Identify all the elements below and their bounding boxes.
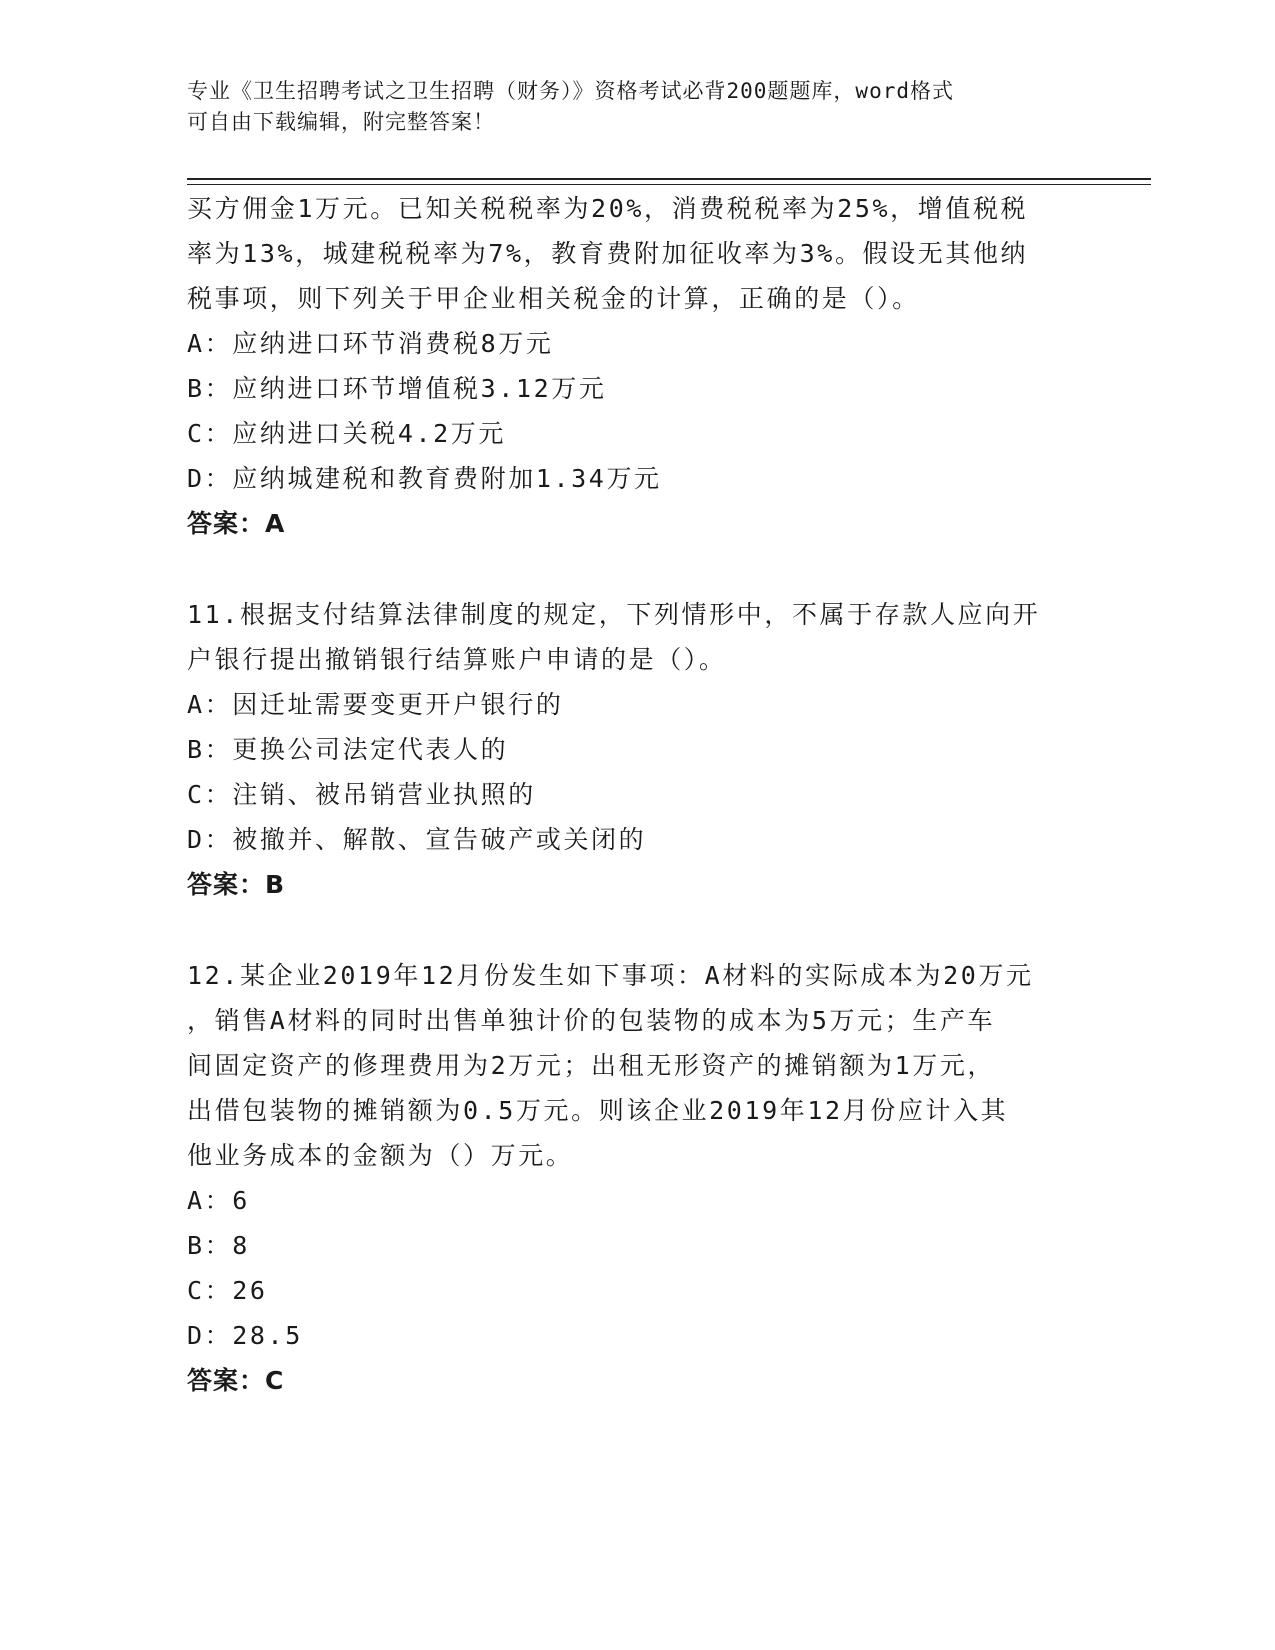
option-b: B：更换公司法定代表人的 [187,735,509,764]
answer-label: 答案：A [187,509,286,538]
question-text-line: 率为13%，城建税税率为7%，教育费附加征收率为3%。假设无其他纳 [187,239,1029,268]
option-d: D：被撤并、解散、宣告破产或关闭的 [187,825,647,854]
question-text-line: 税事项，则下列关于甲企业相关税金的计算，正确的是（）。 [187,284,920,313]
option-a: A：因迁址需要变更开户银行的 [187,690,564,719]
option-c: C：应纳进口关税4.2万元 [187,419,507,448]
question-text-line: 间固定资产的修理费用为2万元；出租无形资产的摊销额为1万元， [187,1051,996,1080]
question-text-line: 买方佣金1万元。已知关税税率为20%，消费税税率为25%，增值税税 [187,194,1029,223]
question-content [187,186,1087,1403]
question-text-line: ，销售A材料的同时出售单独计价的包装物的成本为5万元；生产车 [187,1006,996,1035]
question-text-line: 12.某企业2019年12月份发生如下事项：A材料的实际成本为20万元 [187,961,1034,990]
option-c: C：注销、被吊销营业执照的 [187,780,536,809]
question-text-line: 出借包装物的摊销额为0.5万元。则该企业2019年12月份应计入其 [187,1096,1009,1125]
option-a: A：应纳进口环节消费税8万元 [187,329,554,358]
question-12 [187,953,1087,1403]
header-divider-thick [187,178,1151,180]
option-d: D：28.5 [187,1321,303,1350]
question-11 [187,592,1087,907]
option-b: B：8 [187,1231,250,1260]
answer-label: 答案：B [187,870,286,899]
spacer [187,546,1087,592]
option-a: A：6 [187,1186,250,1215]
question-10 [187,186,1087,546]
question-text-line: 户银行提出撤销银行结算账户申请的是（）。 [187,645,727,674]
option-d: D：应纳城建税和教育费附加1.34万元 [187,464,662,493]
spacer [187,907,1087,953]
header-divider-thin [187,184,1151,185]
option-b: B：应纳进口环节增值税3.12万元 [187,374,607,403]
option-c: C：26 [187,1276,268,1305]
question-text-line: 他业务成本的金额为（）万元。 [187,1141,574,1170]
header-line-1: 专业《卫生招聘考试之卫生招聘（财务）》资格考试必背200题题库，word格式 [187,79,954,103]
answer-label: 答案：C [187,1366,285,1395]
header-line-2: 可自由下载编辑，附完整答案！ [187,110,495,134]
question-text-line: 11.根据支付结算法律制度的规定，下列情形中，不属于存款人应向开 [187,600,1041,629]
document-header [187,76,1077,138]
